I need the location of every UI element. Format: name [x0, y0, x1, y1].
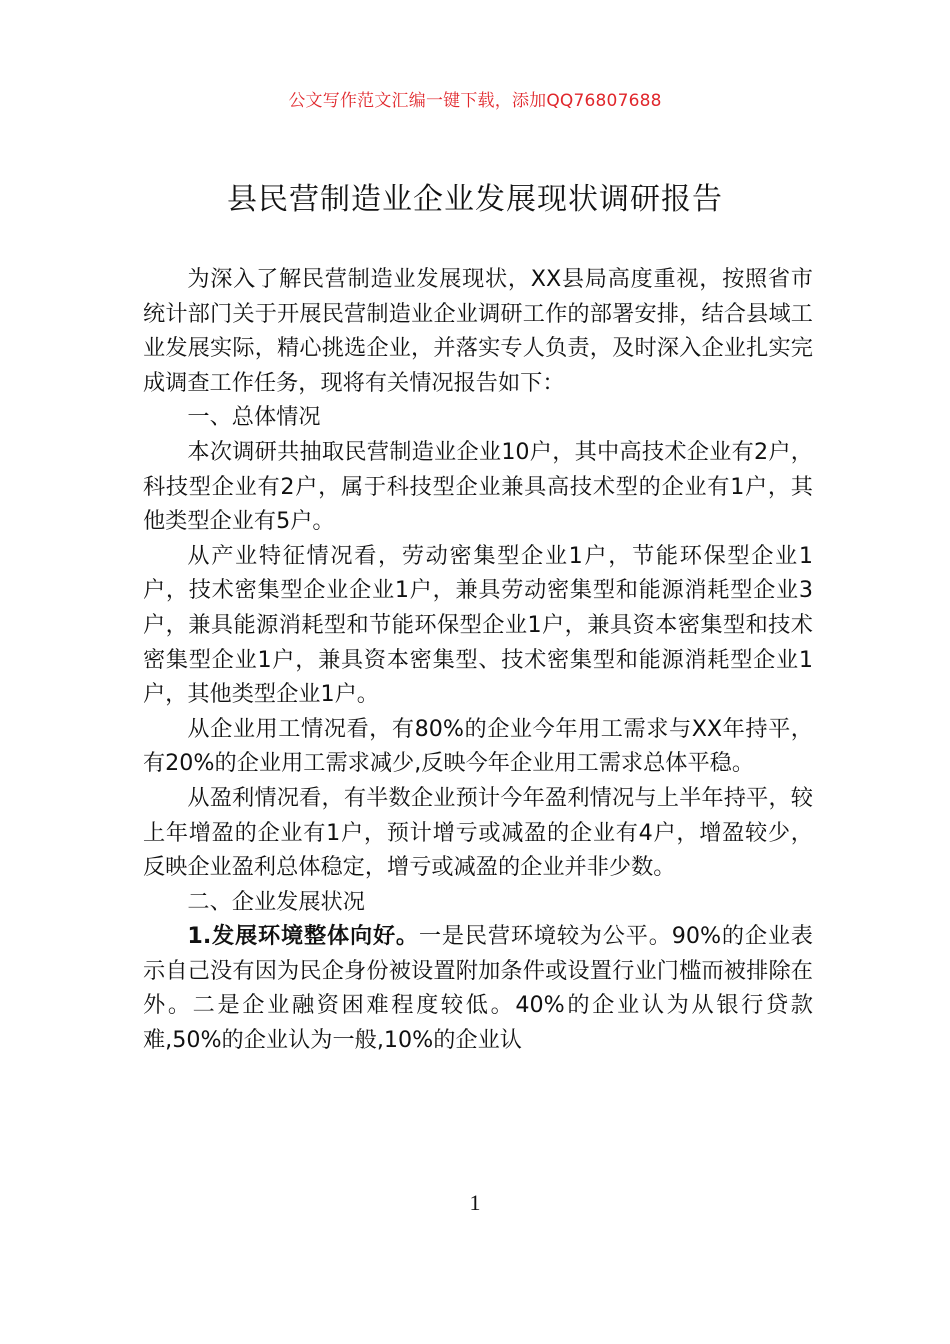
section-heading-overview: 一、总体情况: [187, 404, 321, 431]
download-notice: 公文写作范文汇编一键下载，添加QQ76807688: [288, 91, 662, 111]
document-body: [143, 262, 813, 1058]
paragraph-sample-overview: 本次调研共抽取民营制造业企业10户，其中高技术企业有2户，科技型企业有2户，属于科技型企业兼具高技术型的企业有1户，其他类型企业有5户。: [143, 438, 813, 535]
intro-paragraph: 为深入了解民营制造业发展现状，XX县局高度重视，按照省市统计部门关于开展民营制造业企业调研工作的部署安排，结合县域工业发展实际，精心挑选企业，并落实专人负责，及时深入企业扎实完成调查工作任务，现将有关情况报告如下：: [143, 266, 813, 396]
environment-text: 一是民营环境较为公平。90%的企业表示自己没有因为民企身份被设置附加条件或设置行业门槛而被排除在外。二是企业融资困难程度较低。40%的企业认为从银行贷款难,50%的企业认为一般,10%的企业认: [143, 923, 813, 1054]
paragraph-employment: 从企业用工情况看，有80%的企业今年用工需求与XX年持平，有20%的企业用工需求减少,反映今年企业用工需求总体平稳。: [143, 715, 813, 777]
paragraph-profitability: 从盈利情况看，有半数企业预计今年盈利情况与上半年持平，较上年增盈的企业有1户，预计增亏或减盈的企业有4户，增盈较少，反映企业盈利总体稳定，增亏或减盈的企业并非少数。: [143, 784, 813, 881]
paragraph-environment: [143, 919, 813, 1057]
subheading-environment: 1.发展环境整体向好。: [187, 923, 419, 950]
paragraph-industry-features: 从产业特征情况看，劳动密集型企业1户，节能环保型企业1户，技术密集型企业企业1户，兼具劳动密集型和能源消耗型企业3户，兼具能源消耗型和节能环保型企业1户，兼具资本密集型和技术密集型企业1户，兼具资本密集型、技术密集型和能源消耗型企业1户，其他类型企业1户。: [143, 542, 813, 708]
section-heading-development: 二、企业发展状况: [187, 888, 365, 915]
document-title: 县民营制造业企业发展现状调研报告: [227, 182, 723, 217]
page-number: 1: [469, 1190, 481, 1215]
